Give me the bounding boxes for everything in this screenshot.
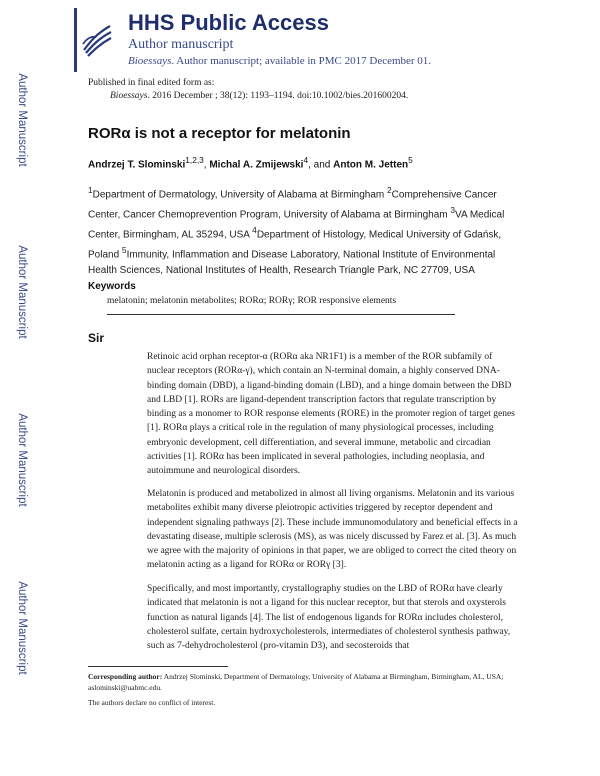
author-separator: , and <box>308 159 334 171</box>
availability-text: . Author manuscript; available in PMC 2017 December 01. <box>171 55 432 67</box>
sidebar-label: Author Manuscript <box>16 413 28 507</box>
footnote-divider <box>88 666 228 667</box>
affiliation-number: 4 <box>252 224 257 235</box>
body-paragraph: Specifically, and most importantly, crystallography studies on the LBD of RORα have clearly indicated that melatonin is not a ligand for this nuclear receptor, but that sterols and oxysterols function as natural ligands [4]. The list of endogenous ligands for RORα includes cholesterol, cholesterol sulfate, certain hydroxycholesterols, intermediates of cholesterol synthesis pathway, such as 7-dehydrocholesterol (pro-vitamin D3), and secosteroids that <box>147 584 511 652</box>
corresponding-label: Corresponding author: <box>88 672 163 681</box>
keywords-heading: Keywords <box>88 281 136 292</box>
affiliation-number: 3 <box>450 204 456 215</box>
corresponding-author-note <box>88 672 518 693</box>
author-separator: , <box>203 159 210 171</box>
journal-name: Bioessays <box>128 55 172 67</box>
sidebar-label: Author Manuscript <box>16 73 28 167</box>
author-affiliation-ref: 5 <box>408 155 413 165</box>
keywords-divider <box>107 314 455 315</box>
affiliation-text: Department of Dermatology, University of Alabama at Birmingham <box>92 189 388 201</box>
author-name: Anton M. Jetten <box>333 159 409 171</box>
affiliation-number: 2 <box>387 185 392 195</box>
author-affiliation-ref: 4 <box>303 155 309 165</box>
keywords-list: melatonin; melatonin metabolites; RORα; RORγ; ROR responsive elements <box>107 296 397 306</box>
affiliations <box>88 183 508 278</box>
affiliation-text: Immunity, Inflammation and Disease Laboratory, National Institute of Environmental Health Sciences, National Institutes of Health, Research Triangle Park, NC 27709, USA <box>88 249 496 276</box>
article-title: RORα is not a receptor for melatonin <box>88 125 351 142</box>
author-name: Andrzej T. Slominski <box>88 159 186 171</box>
body-paragraph: Melatonin is produced and metabolized in almost all living organisms. Melatonin and its various metabolites exhibit many diverse pleiotropic activities triggered by receptor dependent and independent signaling pathways [2]. These include immunomodulatory and beneficial effects in a devastating disease, multiple sclerosis (MS), as was nicely discussed by Farez et al. [3]. As much we agree with the majority of opinions in that paper, we are obliged to correct the cited theory on melatonin acting as a ligand for RORα or RORγ [3]. <box>147 489 518 571</box>
published-label: Published in final edited form as: <box>88 78 215 88</box>
author-manuscript-sidebar <box>0 0 44 700</box>
affiliation-text: Comprehensive Cancer Center, Cancer Chemoprevention Program, University of Alabama at Birmingham <box>88 189 497 221</box>
hhs-eagle-logo-icon <box>80 20 114 58</box>
corresponding-text: Andrzej Slominski, Department of Dermatology, University of Alabama at Birmingham, Birmingham, AL, USA; aslominski@uabmc.edu. <box>88 672 504 692</box>
sidebar-label: Author Manuscript <box>16 245 28 339</box>
citation-details: . 2016 December ; 38(12): 1193–1194. doi:10.1002/bies.201600204. <box>147 91 409 101</box>
affiliation-number: 5 <box>121 244 127 255</box>
header-divider <box>74 8 77 72</box>
author-name: Michal A. Zmijewski <box>209 159 304 171</box>
affiliation-text: VA Medical Center, Birmingham, AL 35294, USA <box>88 209 505 241</box>
affiliation-text: Department of Histology, Medical University of Gdańsk, Poland <box>88 229 502 261</box>
affiliation-number: 1 <box>88 185 93 195</box>
author-manuscript-subtitle: Author manuscript <box>128 37 234 52</box>
body-paragraph: Retinoic acid orphan receptor-α (RORα aka NR1F1) is a member of the ROR subfamily of nuclear receptors (RORα-γ), which contain an N-terminal domain, a highly conserved DNA-binding domain (DBD), a ligand-binding domain (LBD), and a hinge domain between the DBD and LBD [1]. RORs are ligand-dependent transcription factors that regulate transcription by binding as a monomer to ROR response elements (RORE) in the promoter region of target genes [1]. RORα plays a critical role in the regulation of many physiological processes, including embryonic development, cell differentiation, and several immune, metabolic and circadian activities [1]. RORα has been implicated in several pathologies, including neoplasia, and autoimmune and neurological disorders. <box>147 352 515 477</box>
citation-journal: Bioessays <box>110 91 148 101</box>
author-affiliation-ref: 1,2,3 <box>185 155 204 165</box>
availability-line <box>128 55 431 67</box>
conflict-statement: The authors declare no conflict of interest. <box>88 698 216 707</box>
author-list <box>88 155 413 170</box>
hhs-public-access-title: HHS Public Access <box>128 10 329 35</box>
section-heading: Sir <box>88 331 105 345</box>
citation <box>110 91 408 101</box>
sidebar-label: Author Manuscript <box>16 581 28 675</box>
